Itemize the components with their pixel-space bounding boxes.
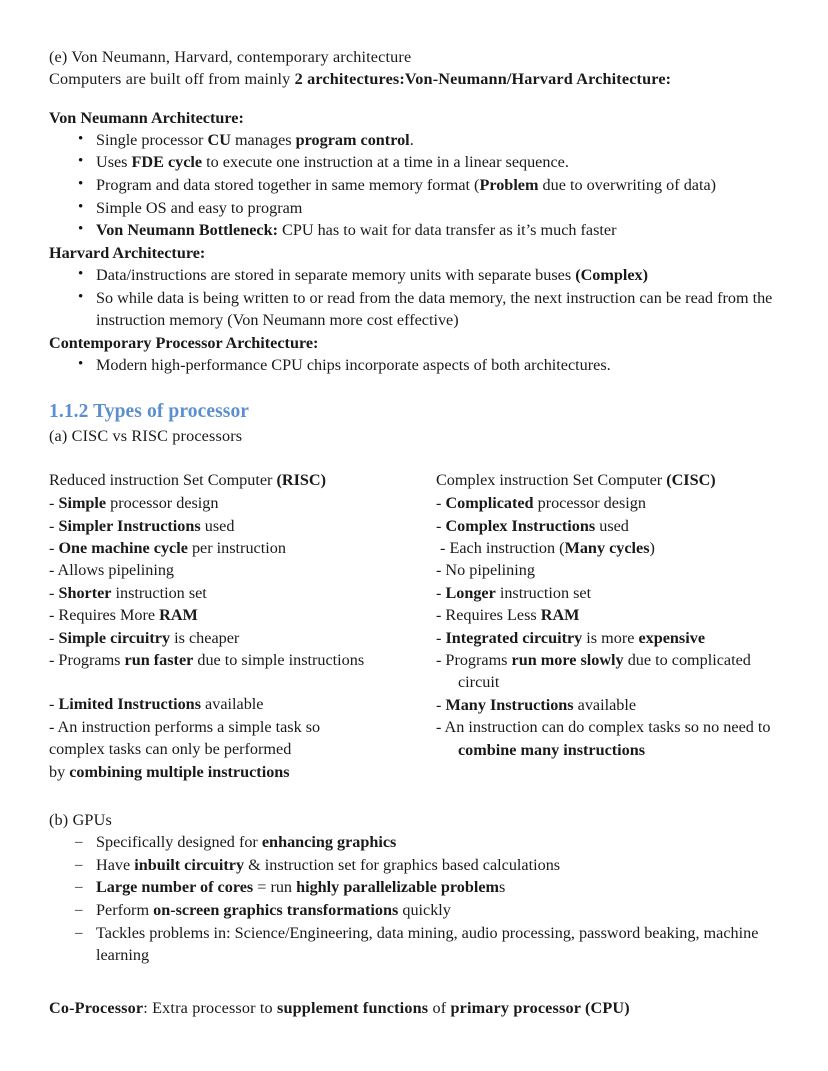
spacer <box>49 91 779 107</box>
list-item <box>49 354 779 377</box>
text-plain: - <box>436 628 446 647</box>
text-bold: One machine cycle <box>58 538 188 557</box>
comparison-row <box>49 604 424 626</box>
text-bold: primary processor (CPU) <box>450 998 630 1017</box>
text-plain: complex tasks can only be performed <box>49 740 292 759</box>
intro-lead-line <box>49 68 779 90</box>
spacer <box>49 989 779 997</box>
text-plain: is more <box>582 628 639 647</box>
comparison-row <box>436 559 779 581</box>
text-plain: available <box>201 695 264 714</box>
heading-types-of-processor: 1.1.2 Types of processor <box>49 400 250 422</box>
text-plain: Simple OS and easy to program <box>96 198 303 217</box>
text-plain: of <box>428 998 451 1017</box>
risc-title <box>49 469 424 492</box>
text-plain: & instruction set for graphics based calculations <box>244 855 561 874</box>
text-plain: - <box>436 494 446 513</box>
text-plain: Program and data stored together in same memory format ( <box>96 176 480 195</box>
text-plain: is cheaper <box>170 628 240 647</box>
comparison-row <box>49 649 424 671</box>
text-plain: used <box>200 516 235 535</box>
text-plain: - Allows pipelining <box>49 561 175 580</box>
text-plain: = run <box>253 878 297 897</box>
text-plain: - <box>436 583 446 602</box>
comparison-row <box>49 761 424 783</box>
comparison-row <box>436 649 779 694</box>
text-bold: Limited Instructions <box>58 695 201 714</box>
text-plain: - <box>49 494 59 513</box>
text-plain: - <box>49 583 59 602</box>
item-label-a: (a) CISC vs RISC processors <box>49 426 243 445</box>
risc-cisc-comparison <box>49 469 779 783</box>
text-bold: Many Instructions <box>445 695 574 714</box>
list-von-neumann <box>49 129 779 242</box>
text-plain: - Each instruction ( <box>436 538 565 557</box>
comparison-row <box>436 716 779 761</box>
list-item <box>49 197 779 220</box>
item-label-b: (b) GPUs <box>49 811 112 829</box>
text-bold: inbuilt circuitry <box>134 855 245 874</box>
text-plain: to execute one instruction at a time in a linear sequence. <box>202 153 569 172</box>
text-plain: - <box>436 695 446 714</box>
text-plain: due to simple instructions <box>193 650 365 669</box>
text-plain: - Requires Less <box>436 606 541 625</box>
text-plain: available <box>573 695 637 714</box>
list-harvard <box>49 264 779 332</box>
text-plain: per instruction <box>187 538 286 557</box>
list-item <box>49 899 779 922</box>
row-gap <box>49 671 424 693</box>
spacer <box>49 447 779 469</box>
text-plain: Perform <box>96 901 154 920</box>
text-bold: highly parallelizable problem <box>296 878 500 897</box>
text-plain: - An instruction can do complex tasks so no need to <box>436 718 775 737</box>
list-item <box>49 174 779 197</box>
comparison-row <box>436 515 779 537</box>
comparison-row <box>49 559 424 581</box>
text-plain: Modern high-performance CPU chips incorporate aspects of both architectures. <box>96 356 611 375</box>
text-bold: Large number of cores <box>96 878 254 897</box>
cisc-title-plain: Complex instruction Set Computer <box>436 471 667 490</box>
text-bold: Simple <box>58 494 107 513</box>
text-plain: - No pipelining <box>436 561 535 580</box>
text-plain: due to complicated circuit <box>458 650 755 692</box>
intro-lead-plain: Computers are built off from mainly <box>49 70 295 89</box>
text-bold: Integrated circuitry <box>445 628 583 647</box>
spacer <box>49 377 779 399</box>
text-bold: (Complex) <box>575 266 649 285</box>
text-bold: supplement functions <box>277 998 429 1017</box>
text-bold: on-screen graphics transformations <box>153 901 399 920</box>
text-bold: Von Neumann Bottleneck: <box>96 221 278 240</box>
heading-contemporary: Contemporary Processor Architecture: <box>49 333 319 352</box>
list-item <box>49 151 779 174</box>
text-bold: Simpler Instructions <box>58 516 201 535</box>
text-plain: - <box>49 628 59 647</box>
spacer <box>49 783 779 809</box>
text-plain: instruction set <box>111 583 207 602</box>
list-item <box>49 922 779 967</box>
comparison-row <box>49 515 424 537</box>
cisc-rows <box>436 492 779 761</box>
text-plain: used <box>595 516 629 535</box>
comparison-row <box>49 627 424 649</box>
text-bold: program control <box>295 130 410 149</box>
cisc-title <box>436 469 779 492</box>
text-plain: Single processor <box>96 130 208 149</box>
heading-harvard: Harvard Architecture: <box>49 243 206 262</box>
text-plain: - Requires More <box>49 606 160 625</box>
list-item <box>49 219 779 242</box>
item-label-e: (e) Von Neumann, Harvard, contemporary architecture <box>49 48 412 66</box>
text-plain: Specifically designed for <box>96 833 262 852</box>
comparison-row <box>436 694 779 716</box>
text-bold: expensive <box>638 628 705 647</box>
text-plain: - <box>49 538 59 557</box>
text-plain: due to overwriting of data) <box>538 176 717 195</box>
text-bold: combine many instructions <box>458 740 646 759</box>
text-plain: ) <box>649 538 655 557</box>
text-plain: - Programs <box>436 650 512 669</box>
comparison-row <box>49 537 424 559</box>
list-item <box>49 854 779 877</box>
text-plain: - <box>49 516 59 535</box>
list-gpus <box>49 831 779 967</box>
text-plain: Tackles problems in: Science/Engineering, data mining, audio processing, password beaking, machine learning <box>96 923 759 965</box>
text-bold: Complex Instructions <box>445 516 596 535</box>
text-plain: Data/instructions are stored in separate memory units with separate buses <box>96 266 576 285</box>
text-plain: So while data is being written to or read from the data memory, the next instruction can be read from the instruction memory (Von Neumann more cost effective) <box>96 288 773 330</box>
text-plain: quickly <box>398 901 451 920</box>
comparison-row <box>436 537 779 559</box>
comparison-row <box>436 627 779 649</box>
text-plain: Uses <box>96 153 132 172</box>
list-item <box>49 264 779 287</box>
text-bold: enhancing graphics <box>261 833 397 852</box>
comparison-row <box>436 604 779 626</box>
text-plain: : Extra processor to <box>143 998 278 1017</box>
text-plain: - Programs <box>49 650 125 669</box>
text-bold: combining multiple instructions <box>69 762 290 781</box>
text-plain: - <box>49 695 59 714</box>
list-item <box>49 876 779 899</box>
risc-title-plain: Reduced instruction Set Computer <box>49 471 277 490</box>
risc-column <box>49 469 424 783</box>
heading-von-neumann: Von Neumann Architecture: <box>49 108 244 127</box>
comparison-row <box>49 738 424 760</box>
text-plain: - <box>436 516 446 535</box>
text-bold: run faster <box>124 650 194 669</box>
coprocessor-line <box>49 997 779 1019</box>
text-plain: Have <box>96 855 135 874</box>
comparison-row <box>49 716 424 738</box>
text-bold: Longer <box>445 583 496 602</box>
text-bold: RAM <box>540 606 580 625</box>
intro-lead-bold: 2 architectures:Von-Neumann/Harvard Architecture: <box>294 70 672 89</box>
text-bold: Many cycles <box>564 538 650 557</box>
comparison-row <box>49 582 424 604</box>
text-plain: manages <box>230 130 296 149</box>
document-body <box>49 46 779 1019</box>
comparison-row <box>49 492 424 514</box>
text-plain: s <box>499 878 506 897</box>
text-plain: by <box>49 762 70 781</box>
cisc-title-bold: (CISC) <box>666 471 716 490</box>
text-bold: run more slowly <box>511 650 624 669</box>
spacer <box>49 967 779 989</box>
text-plain: processor design <box>106 494 219 513</box>
text-bold: Shorter <box>58 583 112 602</box>
list-item <box>49 831 779 854</box>
list-contemporary <box>49 354 779 377</box>
risc-title-bold: (RISC) <box>276 471 326 490</box>
text-bold: Problem <box>479 176 539 195</box>
text-bold: Complicated <box>445 494 534 513</box>
text-bold: RAM <box>159 606 198 625</box>
comparison-row <box>436 492 779 514</box>
list-item <box>49 129 779 152</box>
text-bold: Simple circuitry <box>58 628 171 647</box>
text-plain: - An instruction performs a simple task so <box>49 717 321 736</box>
text-bold: CU <box>207 130 231 149</box>
text-plain: processor design <box>533 494 646 513</box>
list-item <box>49 287 779 332</box>
text-plain: . <box>409 130 414 149</box>
cisc-column <box>436 469 779 761</box>
text-bold: FDE cycle <box>131 153 203 172</box>
text-plain: CPU has to wait for data transfer as it’s much faster <box>277 221 617 240</box>
text-plain: instruction set <box>495 583 592 602</box>
text-bold: Co-Processor <box>49 998 144 1017</box>
comparison-row <box>436 582 779 604</box>
risc-rows <box>49 492 424 783</box>
comparison-row <box>49 693 424 715</box>
